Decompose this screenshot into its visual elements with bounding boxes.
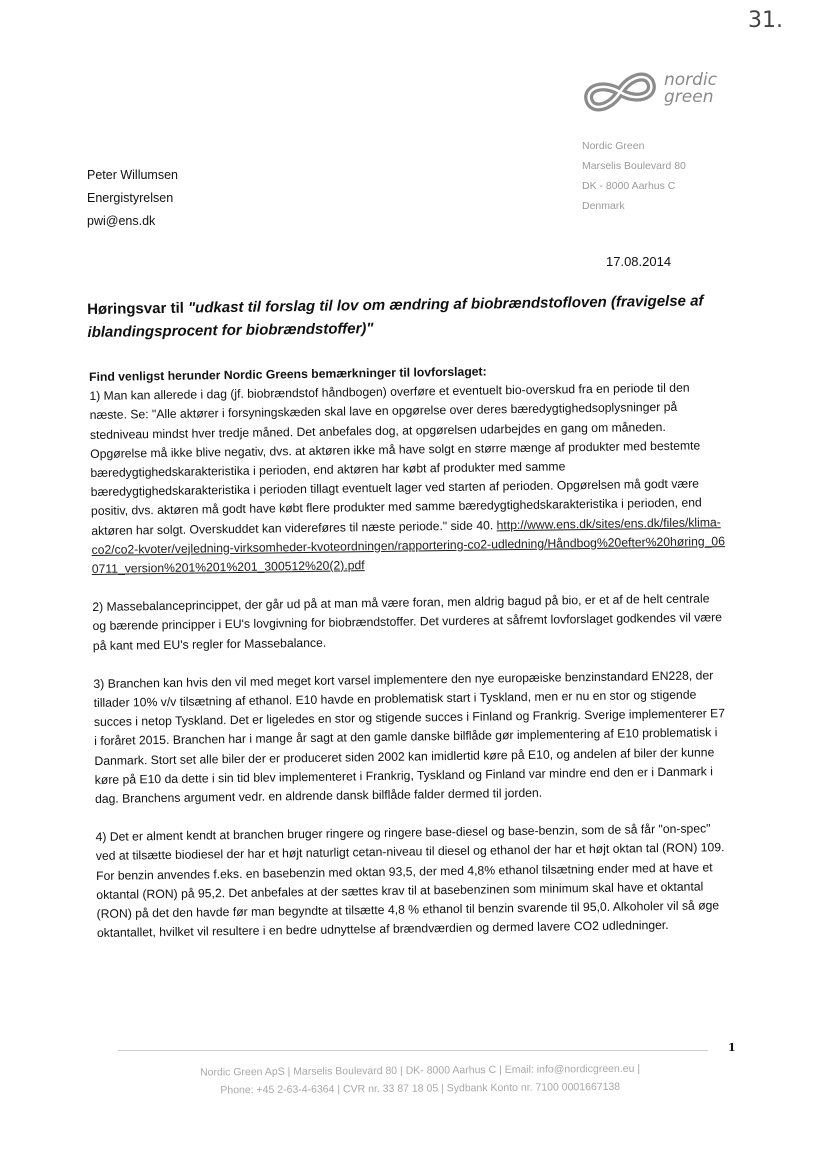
logo-text-green: green — [664, 87, 714, 107]
footer-separator: | — [634, 1062, 641, 1075]
paragraph-4: 4) Det er alment kendt at branchen bruger ringere og ringere base-diesel og base-benzin, som de så får "on-spec" ved at tilsætte biodiesel der har et højt naturligt cetan-niveau til diesel og ethanol der har et højt oktan tal (RON) 109. For benzin anvendes f.eks. en basebenzin med oktan 93,5, der med 4,8% ethanol tilsætning ender med at have et oktantal (RON) på 95,2. Det anbefales at der sættes krav til at basebenzinen som minimum skal have et oktantal (RON) på det den havde før man begyndte at tilsætte 4,8 % ethanol til benzin svarende til 95,0. Alkoholer vil så øge oktantallet, hvilket vil resultere i en bedre udnyttelse af brændværdien og dermed lavere CO2 udledninger. — [95, 821, 725, 941]
subject-quote: "udkast til forslag til lov om ændring af biobrændstofloven (fravigelse af iblandingsprocent for biobrændstoffer)" — [87, 292, 704, 341]
subject-heading — [87, 289, 738, 344]
paragraph-3: 3) Branchen kan hvis den vil med meget kort varsel implementere den nye europæiske benzinstandard EN228, der tillader 10% v/v tilsætning af ethanol. E10 havde en problematisk start i Tyskland, men er nu en stor og stigende succes i netop Tyskland. Det er ligeledes en stor og stigende succes i Finland og Frankrig. Sverige implementerer E7 i foråret 2015. Branchen har i mange år sagt at den gamle danske bilflåde gør implementering af E10 problematisk i Danmark. Stort set alle biler der er produceret siden 2002 kan imidlertid køre på E10, og andelen af biler der kunne køre på E10 da dette i sin tid blev implementeret i Frankrig, Tyskland og Finland var mindre end den er i Danmark i dag. Branchens argument vedr. en aldrende dansk bilflåde falder dermed til jorden. — [93, 668, 726, 807]
letter-date: 17.08.2014 — [606, 254, 672, 269]
handwritten-page-number: 31. — [748, 8, 783, 33]
logo-text-nordic: nordic — [664, 70, 718, 90]
logo-wordmark — [664, 72, 717, 106]
recipient-block — [87, 164, 178, 233]
sender-address — [582, 136, 686, 216]
sender-street: Marselis Boulevard 80 — [582, 160, 686, 172]
recipient-name: Peter Willumsen — [87, 168, 178, 182]
subject-prefix: Høringsvar til — [87, 299, 189, 318]
infinity-logo-icon — [578, 70, 662, 114]
paragraph-1 — [89, 378, 726, 579]
nordic-green-logo — [578, 70, 738, 118]
footer-divider — [118, 1050, 708, 1051]
sender-name: Nordic Green — [582, 140, 645, 152]
footer-address: Nordic Green ApS | Marselis Boulevard 80 | DK- 8000 Aarhus C | Email: — [199, 1063, 537, 1079]
sender-country: Denmark — [582, 200, 625, 212]
recipient-email: pwi@ens.dk — [87, 214, 156, 228]
intro-line: Find venligst herunder Nordic Greens bemærkninger til lovforslaget: — [89, 364, 487, 384]
footer-line-2: Phone: +45 2-63-4-6364 | CVR nr. 33 87 18 05 | Sydbank Konto nr. 7100 0001667138 — [220, 1080, 621, 1097]
footer-page-number: 1 — [728, 1041, 736, 1054]
footer-email-link[interactable]: info@nordicgreen.eu — [536, 1062, 635, 1076]
recipient-org: Energistyrelsen — [87, 191, 174, 205]
letter-body — [89, 359, 731, 962]
paragraph-2: 2) Massebalanceprincippet, der går ud på at man må være foran, men aldrig bagud på bio, er et af de helt centrale og bærende principper i EU's lovgivning for biobrændstoffer. Det vurderes at såfremt lovforslaget godkendes vil være på kant med EU's regler for Massebalance. — [92, 591, 723, 653]
handbook-link[interactable]: http://www.ens.dk/sites/ens.dk/files/klima-co2/co2-kvoter/vejledning-virksomheder-kvoteordningen/rapportering-co2-udledning/Håndbog%20efter%20høring_060711_version%201%201%201_300512%20(2).pdf — [91, 514, 726, 577]
paragraph-1-text: 1) Man kan allerede i dag (jf. biobrændstof håndbogen) overføre et eventuelt bio-overskud fra en periode til den næste. Se: "Alle aktører i forsyningskæden skal lave en opgørelse over deres bæredygtighedsoplysninger på stedniveau mindst hver tredje måned. Det anbefales dog, at opgørelsen udarbejdes en gang om måneden. Opgørelse må ikke blive negativ, dvs. at aktøren ikke må have solgt en større mænge af produkter med bestemte bæredygtighedskarakteristika i perioden, end aktøren har købt af produkter med samme bæredygtighedskarakteristika i perioden tillagt eventuelt lager ved starten af perioden. Opgørelsen må godt være positiv, dvs. aktøren må godt have købt flere produkter med samme bæredygtighedskarakteristika i perioden, end aktøren har solgt. Overskuddet kan videreføres til næste periode." side 40. — [89, 380, 702, 538]
sender-city: DK - 8000 Aarhus C — [582, 180, 676, 192]
footer — [150, 1059, 690, 1100]
